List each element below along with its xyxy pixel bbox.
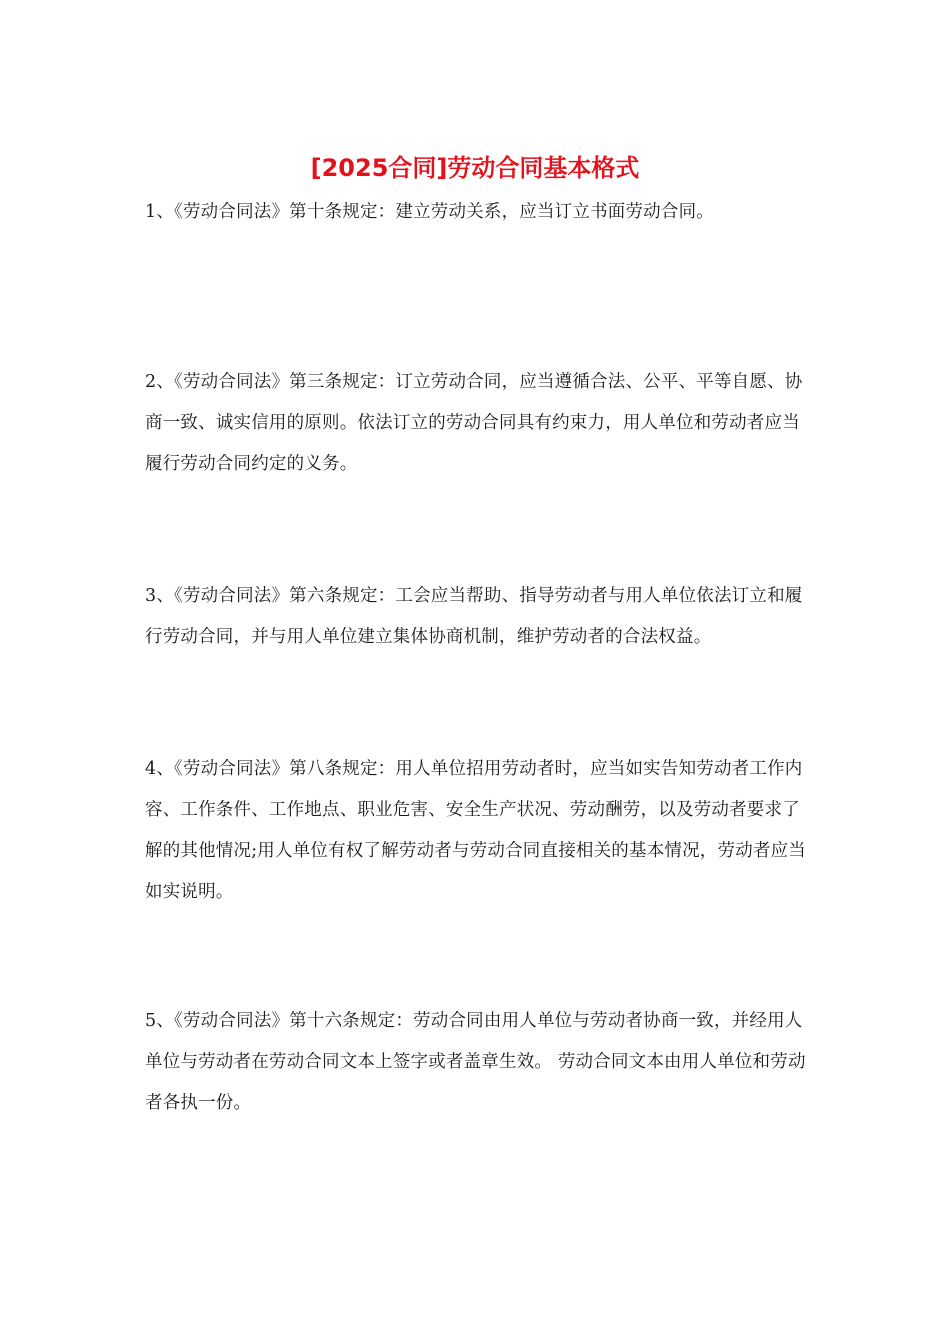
document-title: [2025合同]劳动合同基本格式 — [310, 154, 640, 182]
paragraph-5: 5、《劳动合同法》第十六条规定：劳动合同由用人单位与劳动者协商一致，并经用人单位与劳动者在劳动合同文本上签字或者盖章生效。 劳动合同文本由用人单位和劳动者各执一份。 — [145, 1011, 806, 1113]
paragraph-2: 2、《劳动合同法》第三条规定：订立劳动合同，应当遵循合法、公平、平等自愿、协商一致、诚实信用的原则。依法订立的劳动合同具有约束力，用人单位和劳动者应当履行劳动合同约定的义务。 — [145, 372, 803, 474]
paragraph-3: 3、《劳动合同法》第六条规定：工会应当帮助、指导劳动者与用人单位依法订立和履行劳动合同，并与用人单位建立集体协商机制，维护劳动者的合法权益。 — [145, 586, 803, 647]
paragraph-4: 4、《劳动合同法》第八条规定：用人单位招用劳动者时，应当如实告知劳动者工作内容、工作条件、工作地点、职业危害、安全生产状况、劳动酬劳，以及劳动者要求了解的其他情况;用人单位有权了解劳动者与劳动合同直接相关的基本情况，劳动者应当如实说明。 — [145, 759, 806, 902]
paragraph-1: 1、《劳动合同法》第十条规定：建立劳动关系，应当订立书面劳动合同。 — [145, 202, 714, 222]
